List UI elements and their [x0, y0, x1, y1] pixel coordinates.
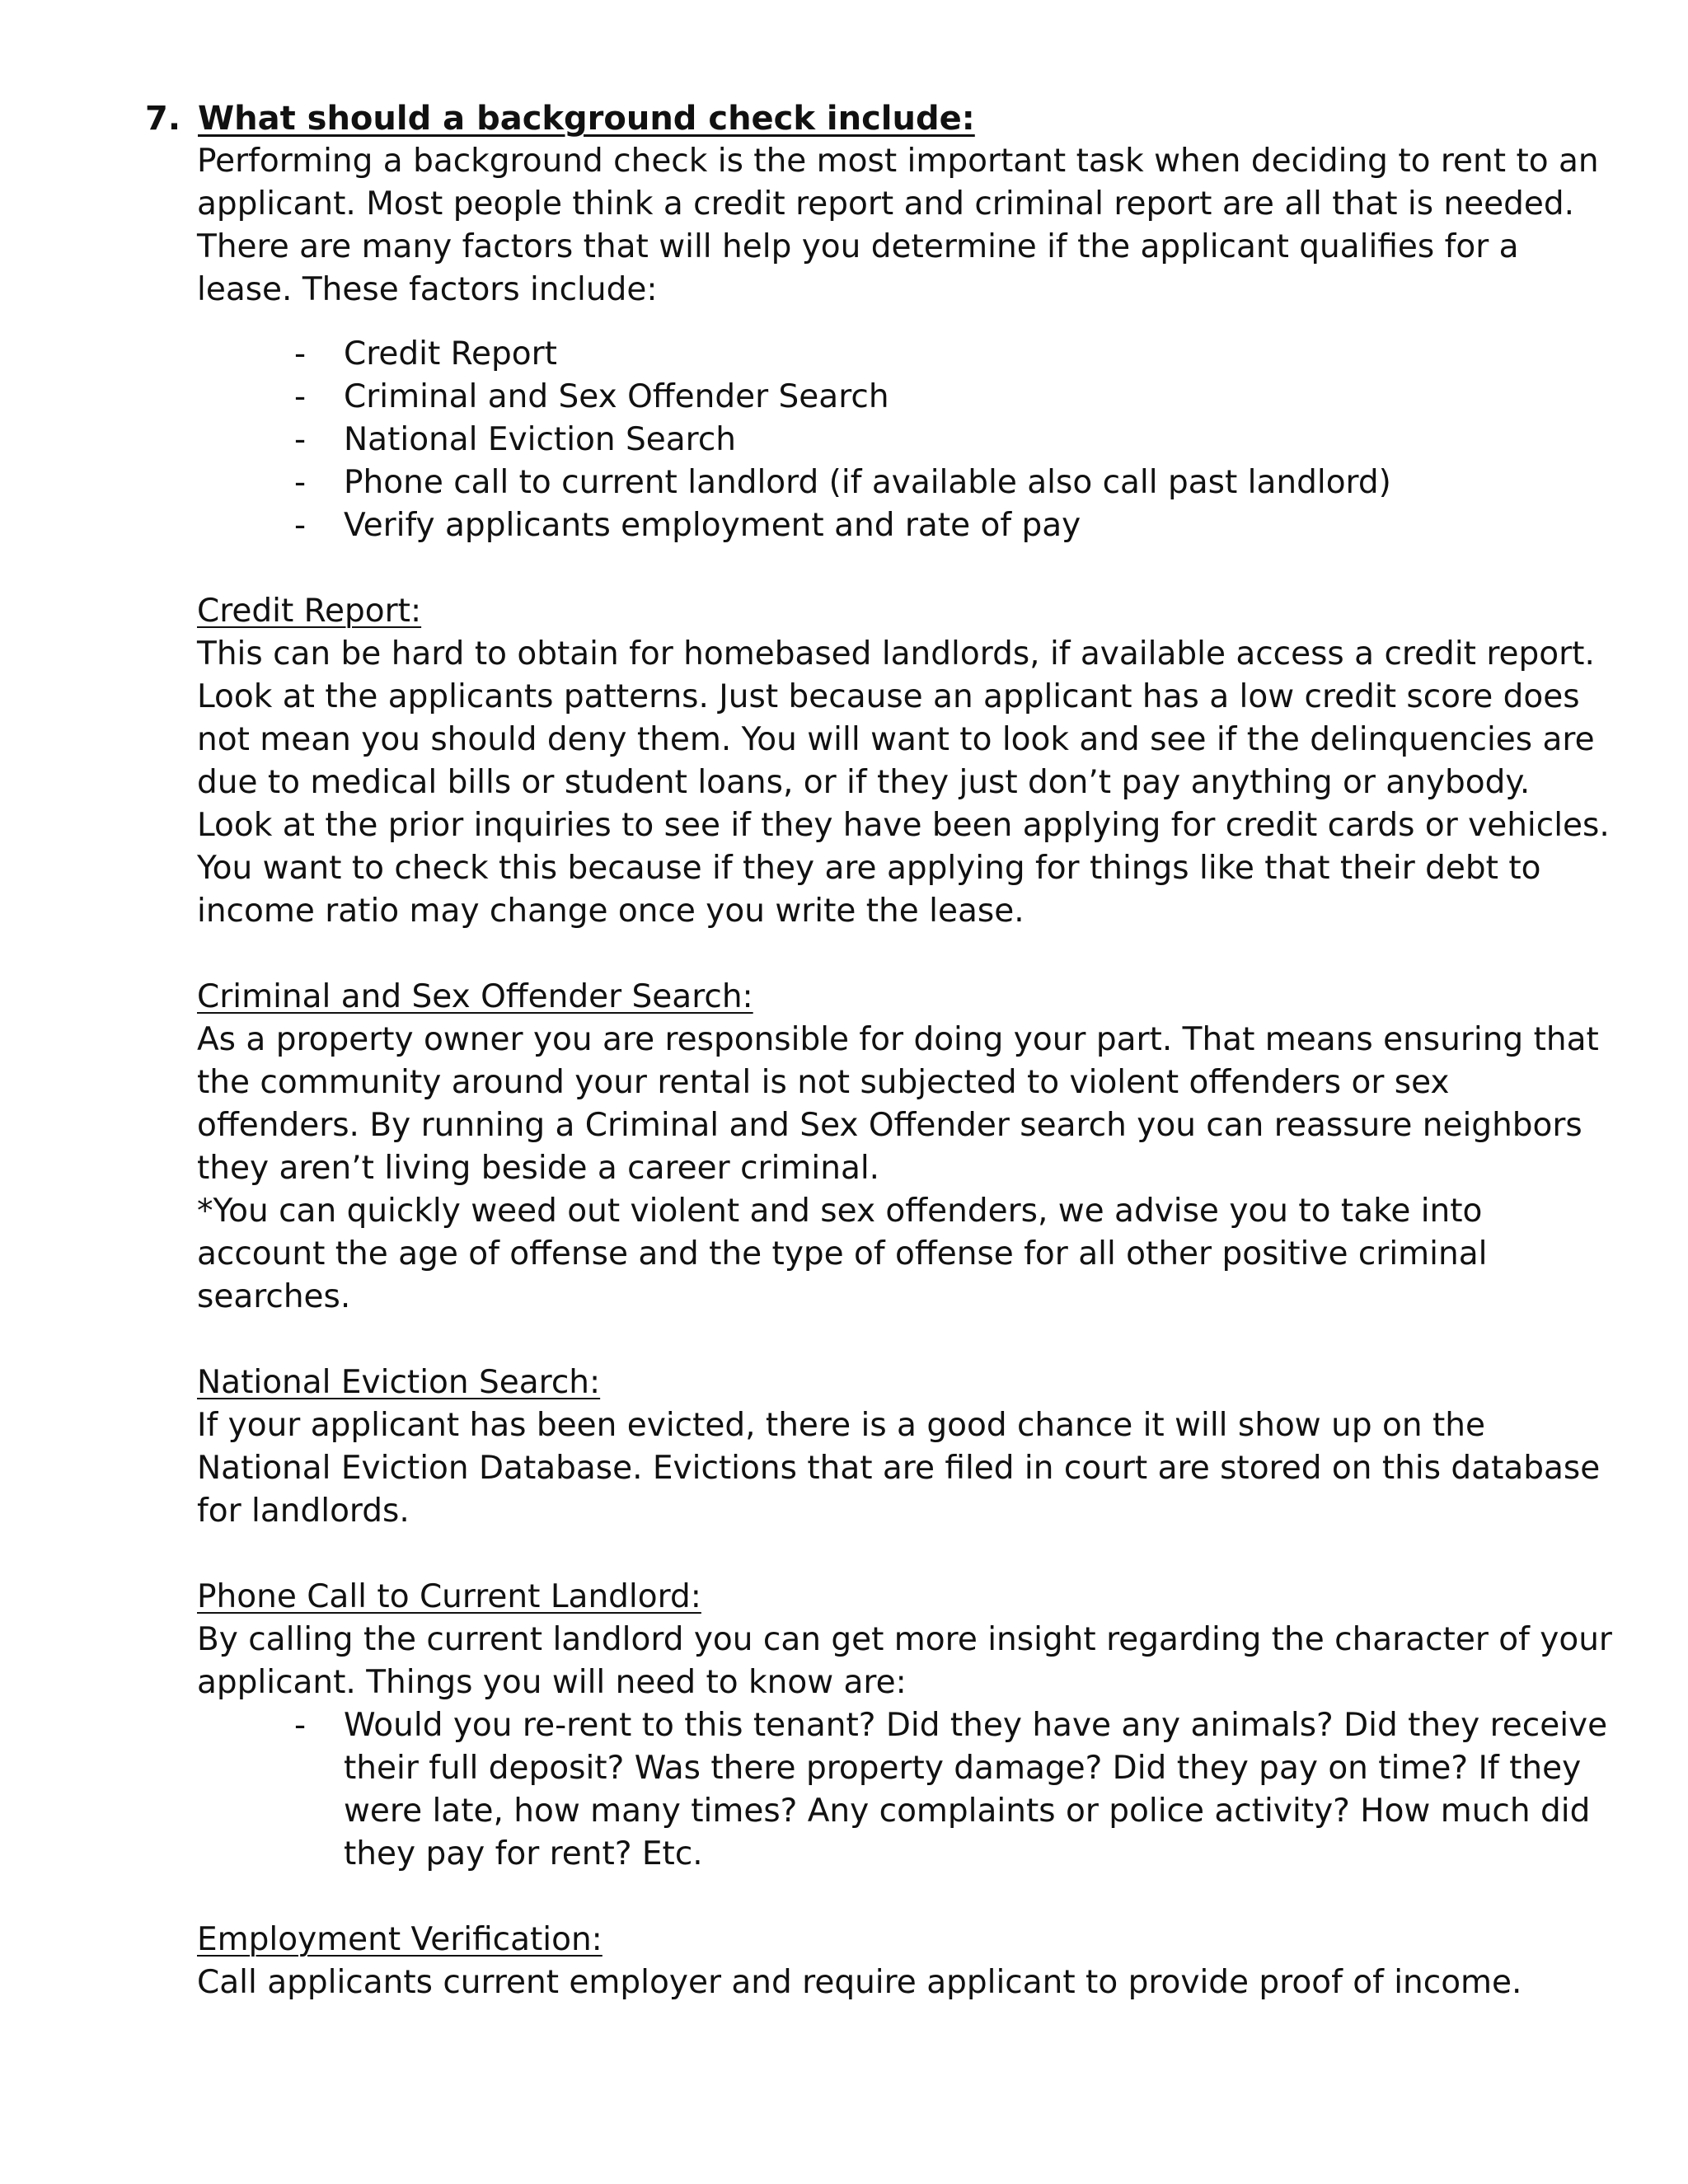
- factors-list: [197, 333, 1615, 547]
- list-item: - Would you re-rent to this tenant? Did they have any animals? Did they receive their full deposit? Was there property damage? Did they pay on time? If they were late, how many times? Any complaints or police activity? How much did they pay for rent? Etc.: [197, 1704, 1615, 1876]
- landlord-questions-list: [197, 1704, 1615, 1876]
- landlord-call-body: By calling the current landlord you can get more insight regarding the character of your applicant. Things you will need to know are:: [197, 1621, 1612, 1701]
- eviction-search-heading: National Eviction Search:: [197, 1364, 601, 1401]
- dash-bullet: -: [294, 378, 307, 415]
- section-number: 7.: [145, 100, 181, 138]
- section-heading: [145, 97, 975, 140]
- dash-bullet: -: [294, 335, 307, 373]
- list-item: - National Eviction Search: [197, 419, 1615, 462]
- list-item: - Credit Report: [197, 333, 1615, 376]
- list-item: - Criminal and Sex Offender Search: [197, 376, 1615, 419]
- employment-heading: Employment Verification:: [197, 1921, 603, 1958]
- section-content: [197, 140, 1615, 2004]
- credit-report-body: This can be hard to obtain for homebased landlords, if available access a credit report. Look at the applicants patterns. Just because an applicant has a low credit score does not mean you should deny them. You will want to look and see if the delinquencies are due to medical bills or student loans, or if they just don’t pay anything or anybody. Look at the prior inquiries to see if they have been applying for credit cards or vehicles. You want to check this because if they are applying for things like that their debt to income ratio may change once you write the lease.: [197, 635, 1610, 930]
- dash-bullet: -: [294, 507, 307, 544]
- landlord-call-heading: Phone Call to Current Landlord:: [197, 1578, 701, 1615]
- criminal-search-body: As a property owner you are responsible for doing your part. That means ensuring that the community around your rental is not subjected to violent offenders or sex offenders. By running a Criminal and Sex Offender search you can reassure neighbors they aren’t living beside a career criminal.: [197, 1021, 1599, 1187]
- list-item: - Phone call to current landlord (if available also call past landlord): [197, 462, 1615, 504]
- dash-bullet: -: [294, 1707, 307, 1744]
- eviction-search-body: If your applicant has been evicted, there is a good chance it will show up on the National Eviction Database. Evictions that are filed in court are stored on this database for landlords.: [197, 1407, 1601, 1530]
- credit-report-heading: Credit Report:: [197, 593, 422, 630]
- criminal-search-note: *You can quickly weed out violent and sex offenders, we advise you to take into account the age of offense and the type of offense for all other positive criminal searches.: [197, 1193, 1488, 1315]
- list-item: - Verify applicants employment and rate of pay: [197, 504, 1615, 547]
- section-title: What should a background check include:: [198, 100, 975, 138]
- criminal-search-heading: Criminal and Sex Offender Search:: [197, 978, 753, 1015]
- intro-paragraph: Performing a background check is the most important task when deciding to rent to an applicant. Most people think a credit report and criminal report are all that is needed. There are many factors that will help you determine if the applicant qualifies for a lease. These factors include:: [197, 143, 1599, 308]
- employment-body: Call applicants current employer and require applicant to provide proof of income.: [197, 1964, 1522, 2001]
- dash-bullet: -: [294, 464, 307, 501]
- dash-bullet: -: [294, 421, 307, 458]
